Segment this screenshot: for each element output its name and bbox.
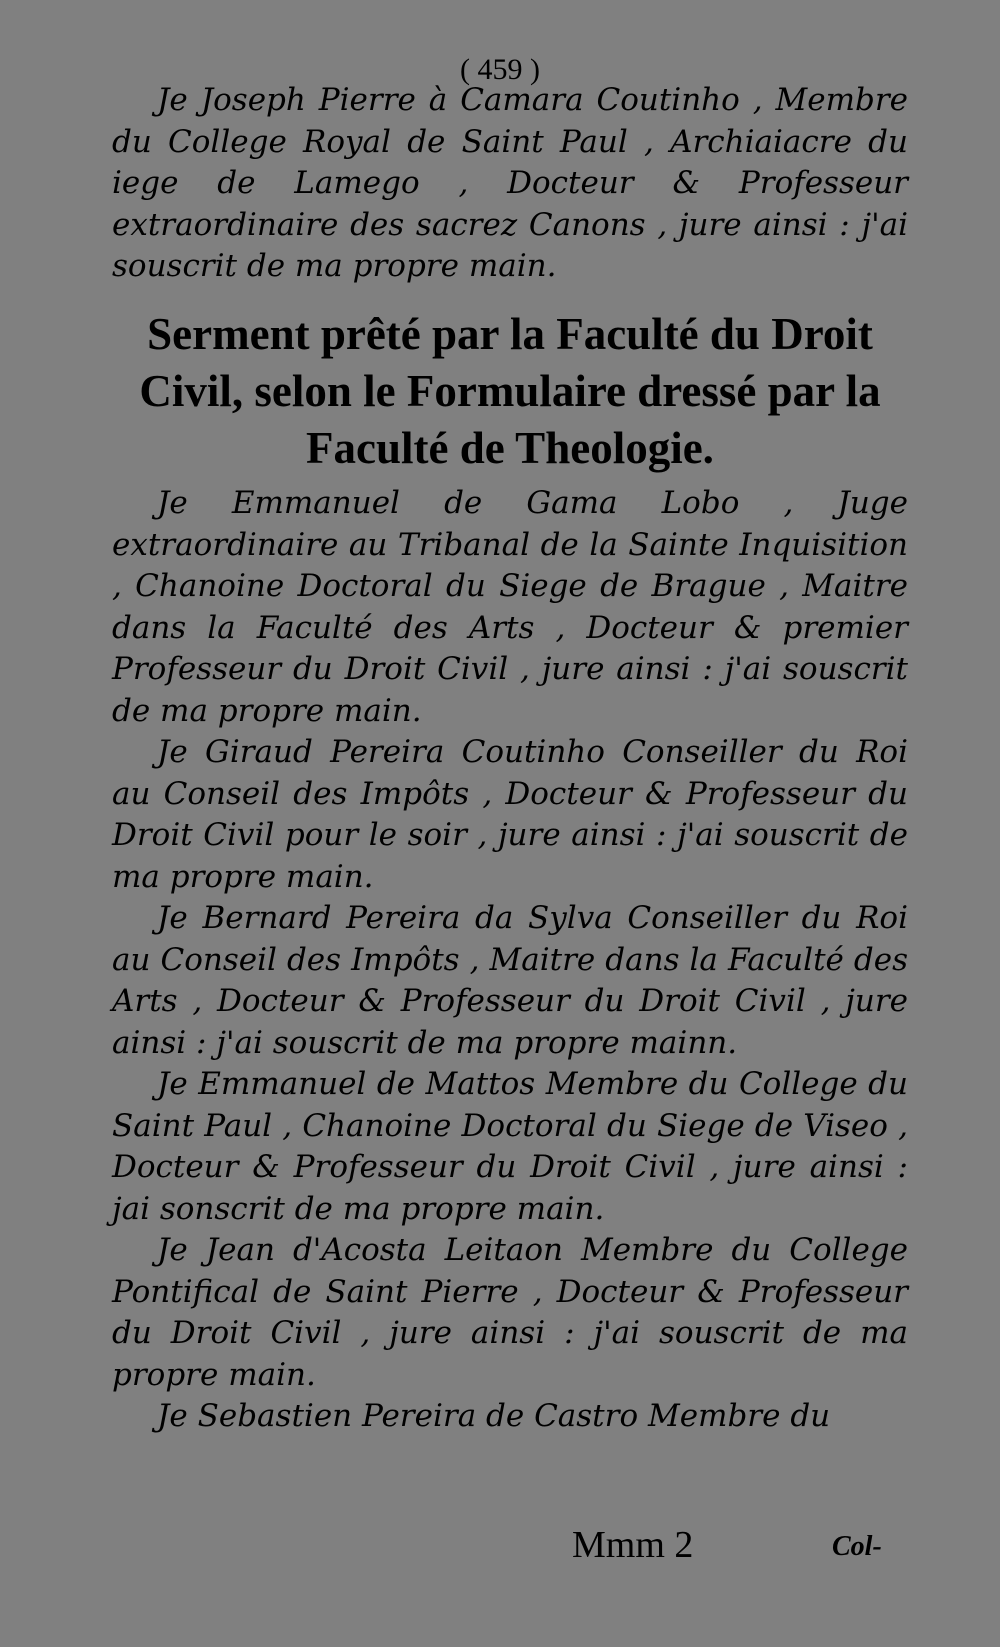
paragraph-gama-lobo: Je Emmanuel de Gama Lobo , Juge extraordinaire au Tribanal de la Sainte Inquisition , Chanoine Doctoral du Siege de Brague , Maitre dans la Faculté des Arts , Docteur & premier Professeur du Droit Civil , jure ainsi : j'ai souscrit de ma propre main.	[112, 485, 908, 729]
catchword: Col-	[832, 1531, 882, 1562]
paragraph-giraud-pereira: Je Giraud Pereira Coutinho Conseiller du Roi au Conseil des Impôts , Docteur & Professeur du Droit Civil pour le soir , jure ainsi : j'ai souscrit de ma propre main.	[112, 734, 908, 895]
oath-paragraphs	[112, 483, 908, 1438]
section-heading: Serment prêté par la Faculté du Droit Civil, selon le Formulaire dressé par la Faculté de Theologie.	[139, 309, 881, 473]
paragraph-coutinho-oath	[112, 80, 908, 288]
page-footer	[0, 1515, 1000, 1575]
signature-mark: Mmm 2	[572, 1524, 694, 1566]
paragraph-jean-acosta: Je Jean d'Acosta Leitaon Membre du College Pontifical de Saint Pierre , Docteur & Professeur du Droit Civil , jure ainsi : j'ai souscrit de ma propre main.	[112, 1232, 908, 1393]
paragraph-emmanuel-mattos: Je Emmanuel de Mattos Membre du College du Saint Paul , Chanoine Doctoral du Siege de Viseo , Docteur & Professeur du Droit Civil , jure ainsi : jai sonscrit de ma propre main.	[112, 1066, 908, 1227]
paragraph-sebastien-pereira: Je Sebastien Pereira de Castro Membre du	[157, 1398, 831, 1434]
paragraph-text: Je Joseph Pierre à Camara Coutinho , Membre du College Royal de Saint Paul , Archiaiacre du iege de Lamego , Docteur & Professeur extraordinaire des sacrez Canons , jure ainsi : j'ai souscrit de ma propre main.	[112, 82, 908, 284]
page-number: ( 459 )	[460, 53, 540, 86]
paragraph-bernard-pereira: Je Bernard Pereira da Sylva Conseiller du Roi au Conseil des Impôts , Maitre dans la Faculté des Arts , Docteur & Professeur du Droit Civil , jure ainsi : j'ai souscrit de ma propre mainn.	[112, 900, 908, 1061]
